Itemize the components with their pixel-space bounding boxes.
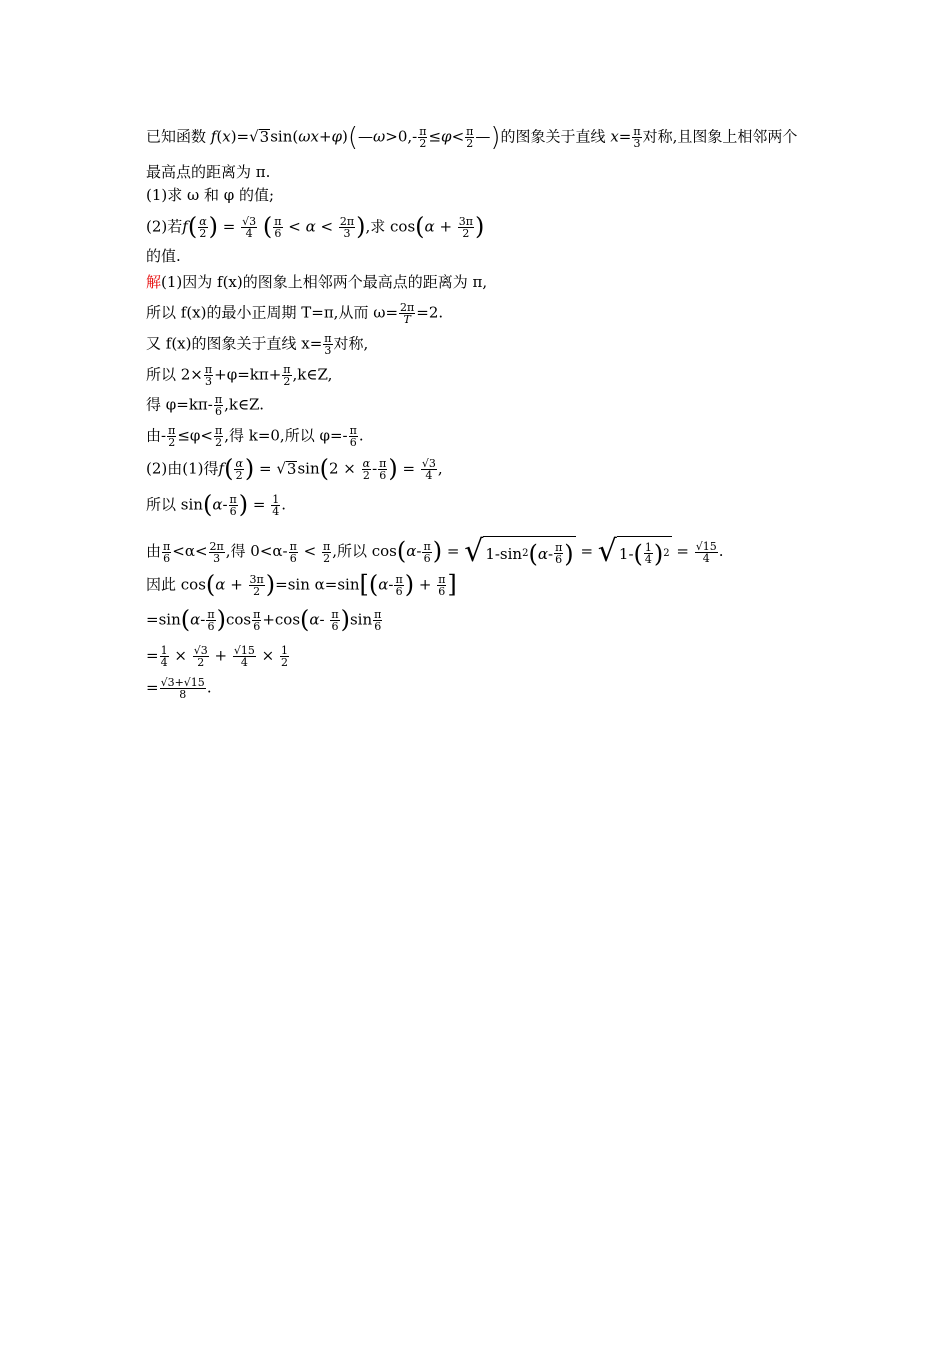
solution-line-4: 所以 2× $\frac{\pi}{3}$ +φ=kπ+ $\frac{\pi}{2}$ ,k∈Z, xyxy=(146,363,333,388)
question-1: (1)求 ω 和 φ 的值; xyxy=(146,186,275,204)
solution-label: 解 xyxy=(146,273,162,291)
problem-intro-b: 的图象关于直线 xyxy=(500,127,606,146)
problem-line-2: 最高点的距离为 π. xyxy=(146,163,271,181)
solution-line-7: (2)由(1)得f( $\frac{\alpha}{2}$ ) = √3sin(2 × $\frac{\alpha}{2}$ - $\frac{\pi}{6}$ ) = $\frac{√3}{4}$ , xyxy=(146,454,443,483)
solution-line-6: 由- $\frac{\pi}{2}$ ≤φ< $\frac{\pi}{2}$ ,得 k=0,所以 φ=- $\frac{\pi}{6}$ . xyxy=(146,424,364,449)
solution-line-5: 得 φ=kπ- $\frac{\pi}{6}$ ,k∈Z. xyxy=(146,393,264,418)
solution-line-1: 解(1)因为 f(x)的图象上相邻两个最高点的距离为 π, xyxy=(146,273,488,291)
solution-line-2: 所以 f(x)的最小正周期 T=π,从而 ω= $\frac{2\pi}{T}$ =2. xyxy=(146,301,444,326)
question-2: (2)若f( $\frac{\alpha}{2}$ ) = $\frac{√3}{4}$ ( $\frac{\pi}{6}$ < α < $\frac{2\pi}{3}$ ),求 cos(α + $\frac{3\pi}{2}$ ) xyxy=(146,212,485,241)
solution-line-3: 又 f(x)的图象关于直线 x= $\frac{\pi}{3}$ 对称, xyxy=(146,332,369,357)
solution-line-8: 所以 sin(α- $\frac{\pi}{6}$ ) = $\frac{1}{4}$ . xyxy=(146,490,287,519)
solution-line-12: = $\frac{1}{4}$ × $\frac{√3}{2}$ + $\frac{√15}{4}$ × $\frac{1}{2}$ xyxy=(146,644,288,669)
solution-line-11: =sin(α- $\frac{\pi}{6}$ )cos $\frac{\pi}{6}$ +cos(α- $\frac{\pi}{6}$ )sin $\frac{\pi}{6}$ xyxy=(146,605,382,634)
problem-intro-a: 已知函数 xyxy=(146,127,207,146)
problem-intro-c: 对称,且图象上相邻两个 xyxy=(642,127,798,146)
solution-line-13: = $\frac{√3+√15}{8}$ . xyxy=(146,676,212,701)
question-2-end: 的值. xyxy=(146,247,181,265)
solution-line-10: 因此 cos(α + $\frac{3\pi}{2}$ )=sin α=sin[(α- $\frac{\pi}{6}$ ) + $\frac{\pi}{6}$ ] xyxy=(146,570,457,599)
solution-line-9: 由 $\frac{\pi}{6}$ <α< $\frac{2\pi}{3}$ ,得 0<α- $\frac{\pi}{6}$ < $\frac{\pi}{2}$ ,所以 cos(α- $\frac{\pi}{6}$ ) = √ 1-sin 2 ( α - π 6 ) = √ 1- ( 1 4 ) 2 = $\frac{√15}{4}$ . xyxy=(146,534,724,569)
problem-line-1: 已知函数 f(x)=√3sin(ωx+φ)(—ω>0,- $\frac{\pi}{2}$ ≤φ< $\frac{\pi}{2}$ —)的图象关于直线 x= $\frac{\pi}{3}$ 对称,且图象上相邻两个 xyxy=(146,122,798,153)
